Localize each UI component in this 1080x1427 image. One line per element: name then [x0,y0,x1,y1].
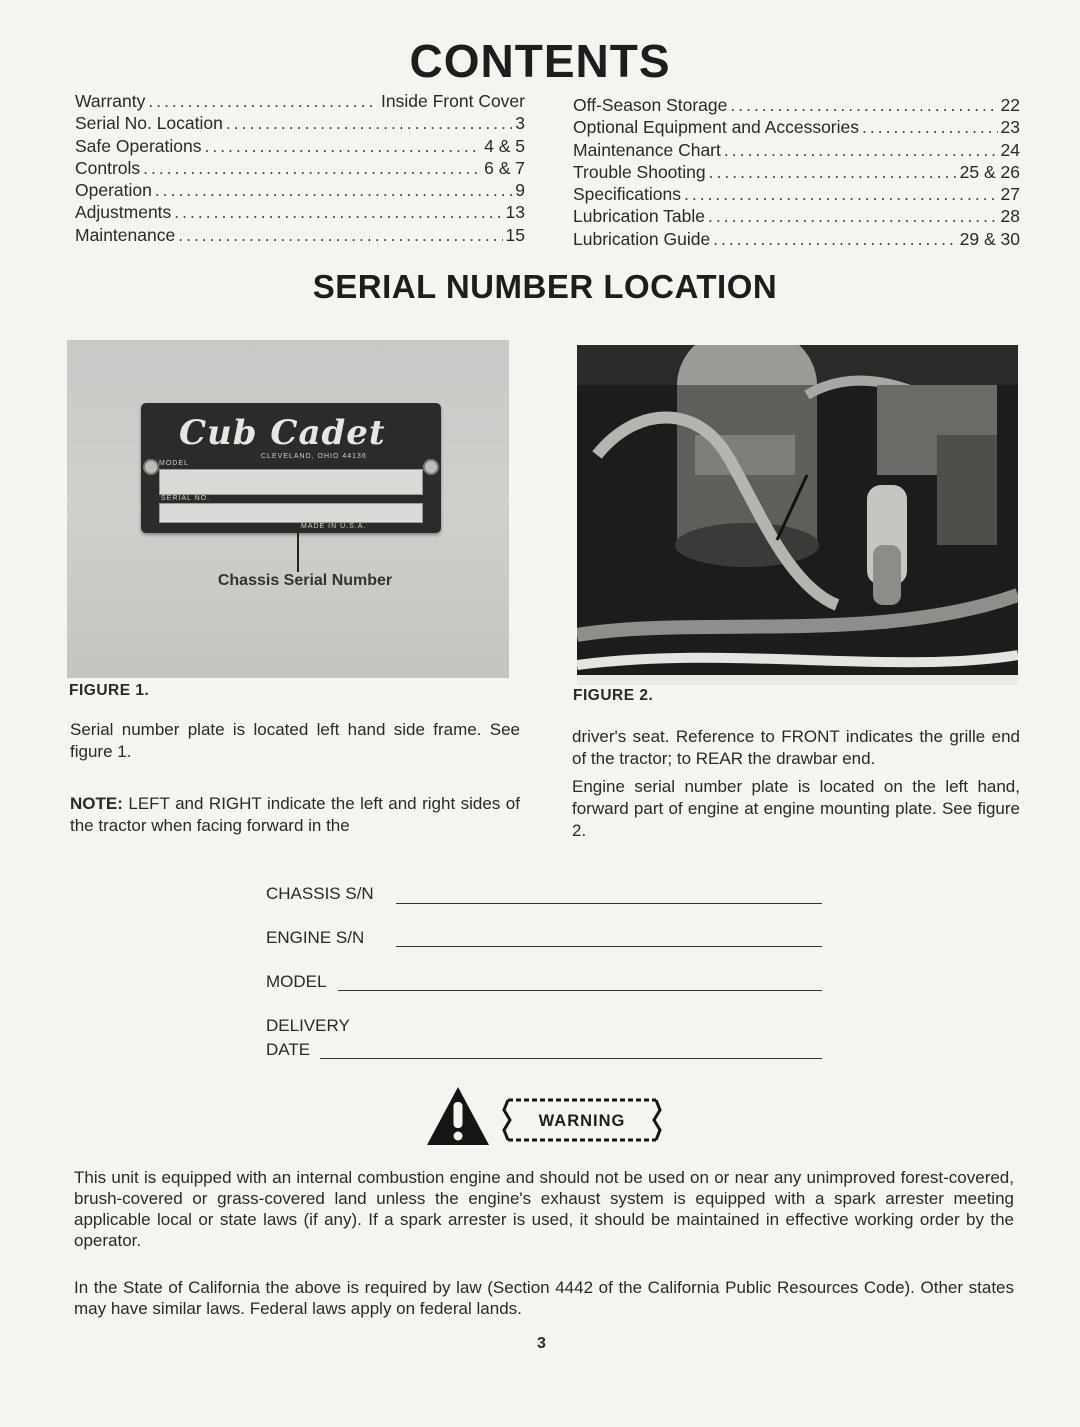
toc-entry [573,94,1020,116]
toc-leader [862,116,998,138]
cub-cadet-logo: Cub Cadet [179,413,386,453]
serial-number-location-heading: SERIAL NUMBER LOCATION [312,268,778,305]
chassis-serial-number-label: Chassis Serial Number [217,572,393,589]
toc-page: 24 [1000,139,1020,160]
toc-entry [75,157,525,179]
toc-label: Controls [75,157,141,178]
toc-leader [709,161,957,183]
note-text: LEFT and RIGHT indicate the left and right sides of the tractor when facing forward in the [70,794,520,835]
plate-model-label: MODEL [159,460,189,467]
toc-entry [573,205,1020,227]
toc-leader [204,135,481,157]
note-label: NOTE: [70,794,123,813]
toc-label: Operation [75,180,152,201]
plate-location-text: CLEVELAND, OHIO 44136 [261,453,367,460]
toc-page: 25 & 26 [959,161,1020,182]
toc-leader [730,94,997,116]
warning-triangle-icon [425,1085,491,1147]
toc-entry [573,183,1020,205]
plate-serial-field [159,503,423,523]
drivers-seat-paragraph: driver's seat. Reference to FRONT indicates the grille end of the tractor; to REAR the drawbar end. [572,727,1020,768]
figure-2-photo [577,345,1018,685]
toc-page: 9 [515,180,525,201]
engine-plate-paragraph: Engine serial number plate is located on the left hand, forward part of engine at engine mounting plate. See figure 2. [572,777,1020,840]
screw-icon [423,459,439,475]
plate-made-in: MADE IN U.S.A. [301,523,367,530]
toc-page: 27 [1000,184,1020,205]
toc-label: Lubrication Guide [573,228,711,249]
pointer-line [297,532,299,572]
toc-leader [724,139,998,161]
engine-photo-illustration [577,345,1018,685]
toc-right-column [573,94,1020,250]
toc-label: Adjustments [75,202,172,223]
chassis-sn-line [396,903,822,904]
toc-page: 15 [505,224,525,245]
toc-page: 22 [1000,95,1020,115]
toc-leader [684,183,998,205]
toc-leader [174,201,502,223]
california-law-paragraph: In the State of California the above is required by law (Section 4442 of the California Public Resources Code). Other states may have similar laws. Federal laws apply on federal lands. [74,1278,1014,1318]
screw-icon [143,459,159,475]
plate-model-field [159,469,423,495]
toc-entry [75,135,525,157]
toc-label: Safe Operations [75,135,202,156]
delivery-date-line [320,1058,822,1059]
toc-leader [713,228,957,250]
toc-page: Inside Front Cover [381,91,525,111]
engine-sn-label: ENGINE S/N [266,928,365,947]
note-paragraph [70,793,520,837]
figure-1-caption: FIGURE 1. [69,682,150,699]
toc-entry [573,139,1020,161]
warning-paragraph: This unit is equipped with an internal combustion engine and should not be used on or near any unimproved forest-covered, brush-covered or grass-covered land unless the engine's exhaust system is equipped with a spark arrester meeting applicable local or state laws (if any). If a spark arrester is used, it should be maintained in effective working order by the operator. [74,1168,1014,1250]
toc-leader [708,205,998,227]
toc-entry [75,179,525,201]
toc-entry [75,90,525,112]
toc-label: Trouble Shooting [573,161,706,182]
toc-left-column [75,90,525,246]
toc-leader [143,157,481,179]
warning-label: WARNING [538,1112,626,1130]
toc-page: 28 [1000,206,1020,227]
toc-label: Off-Season Storage [573,95,728,115]
toc-page: 3 [515,113,525,134]
figure-2-caption: FIGURE 2. [573,687,654,704]
toc-page: 6 & 7 [484,157,525,178]
toc-page: 13 [505,202,525,223]
toc-label: Lubrication Table [573,206,705,227]
toc-leader [178,224,502,246]
toc-entry [75,201,525,223]
toc-leader [155,179,512,201]
toc-entry [573,161,1020,183]
toc-leader [148,90,378,112]
toc-page: 4 & 5 [484,135,525,156]
date-label: DATE [266,1040,311,1059]
figure-1-photo [67,340,509,678]
plate-serial-label: SERIAL NO. [161,495,211,502]
serial-plate-paragraph: Serial number plate is located left hand side frame. See figure 1. [70,720,520,761]
model-line [338,990,822,991]
contents-heading: CONTENTS [409,35,671,87]
chassis-sn-label: CHASSIS S/N [266,884,374,903]
engine-sn-line [396,946,822,947]
toc-entry [75,224,525,246]
toc-label: Warranty [75,91,146,111]
page-number: 3 [537,1335,546,1352]
delivery-label: DELIVERY [266,1016,350,1035]
toc-label: Optional Equipment and Accessories [573,117,859,138]
toc-entry [75,112,525,134]
toc-label: Maintenance Chart [573,139,721,160]
toc-label: Specifications [573,184,681,205]
toc-page: 23 [1000,117,1020,138]
model-label: MODEL [266,972,327,991]
toc-page: 29 & 30 [959,228,1020,249]
toc-entry [573,228,1020,250]
serial-plate [141,403,441,533]
toc-entry [573,116,1020,138]
toc-label: Serial No. Location [75,113,223,134]
toc-leader [226,112,512,134]
toc-label: Maintenance [75,224,176,245]
